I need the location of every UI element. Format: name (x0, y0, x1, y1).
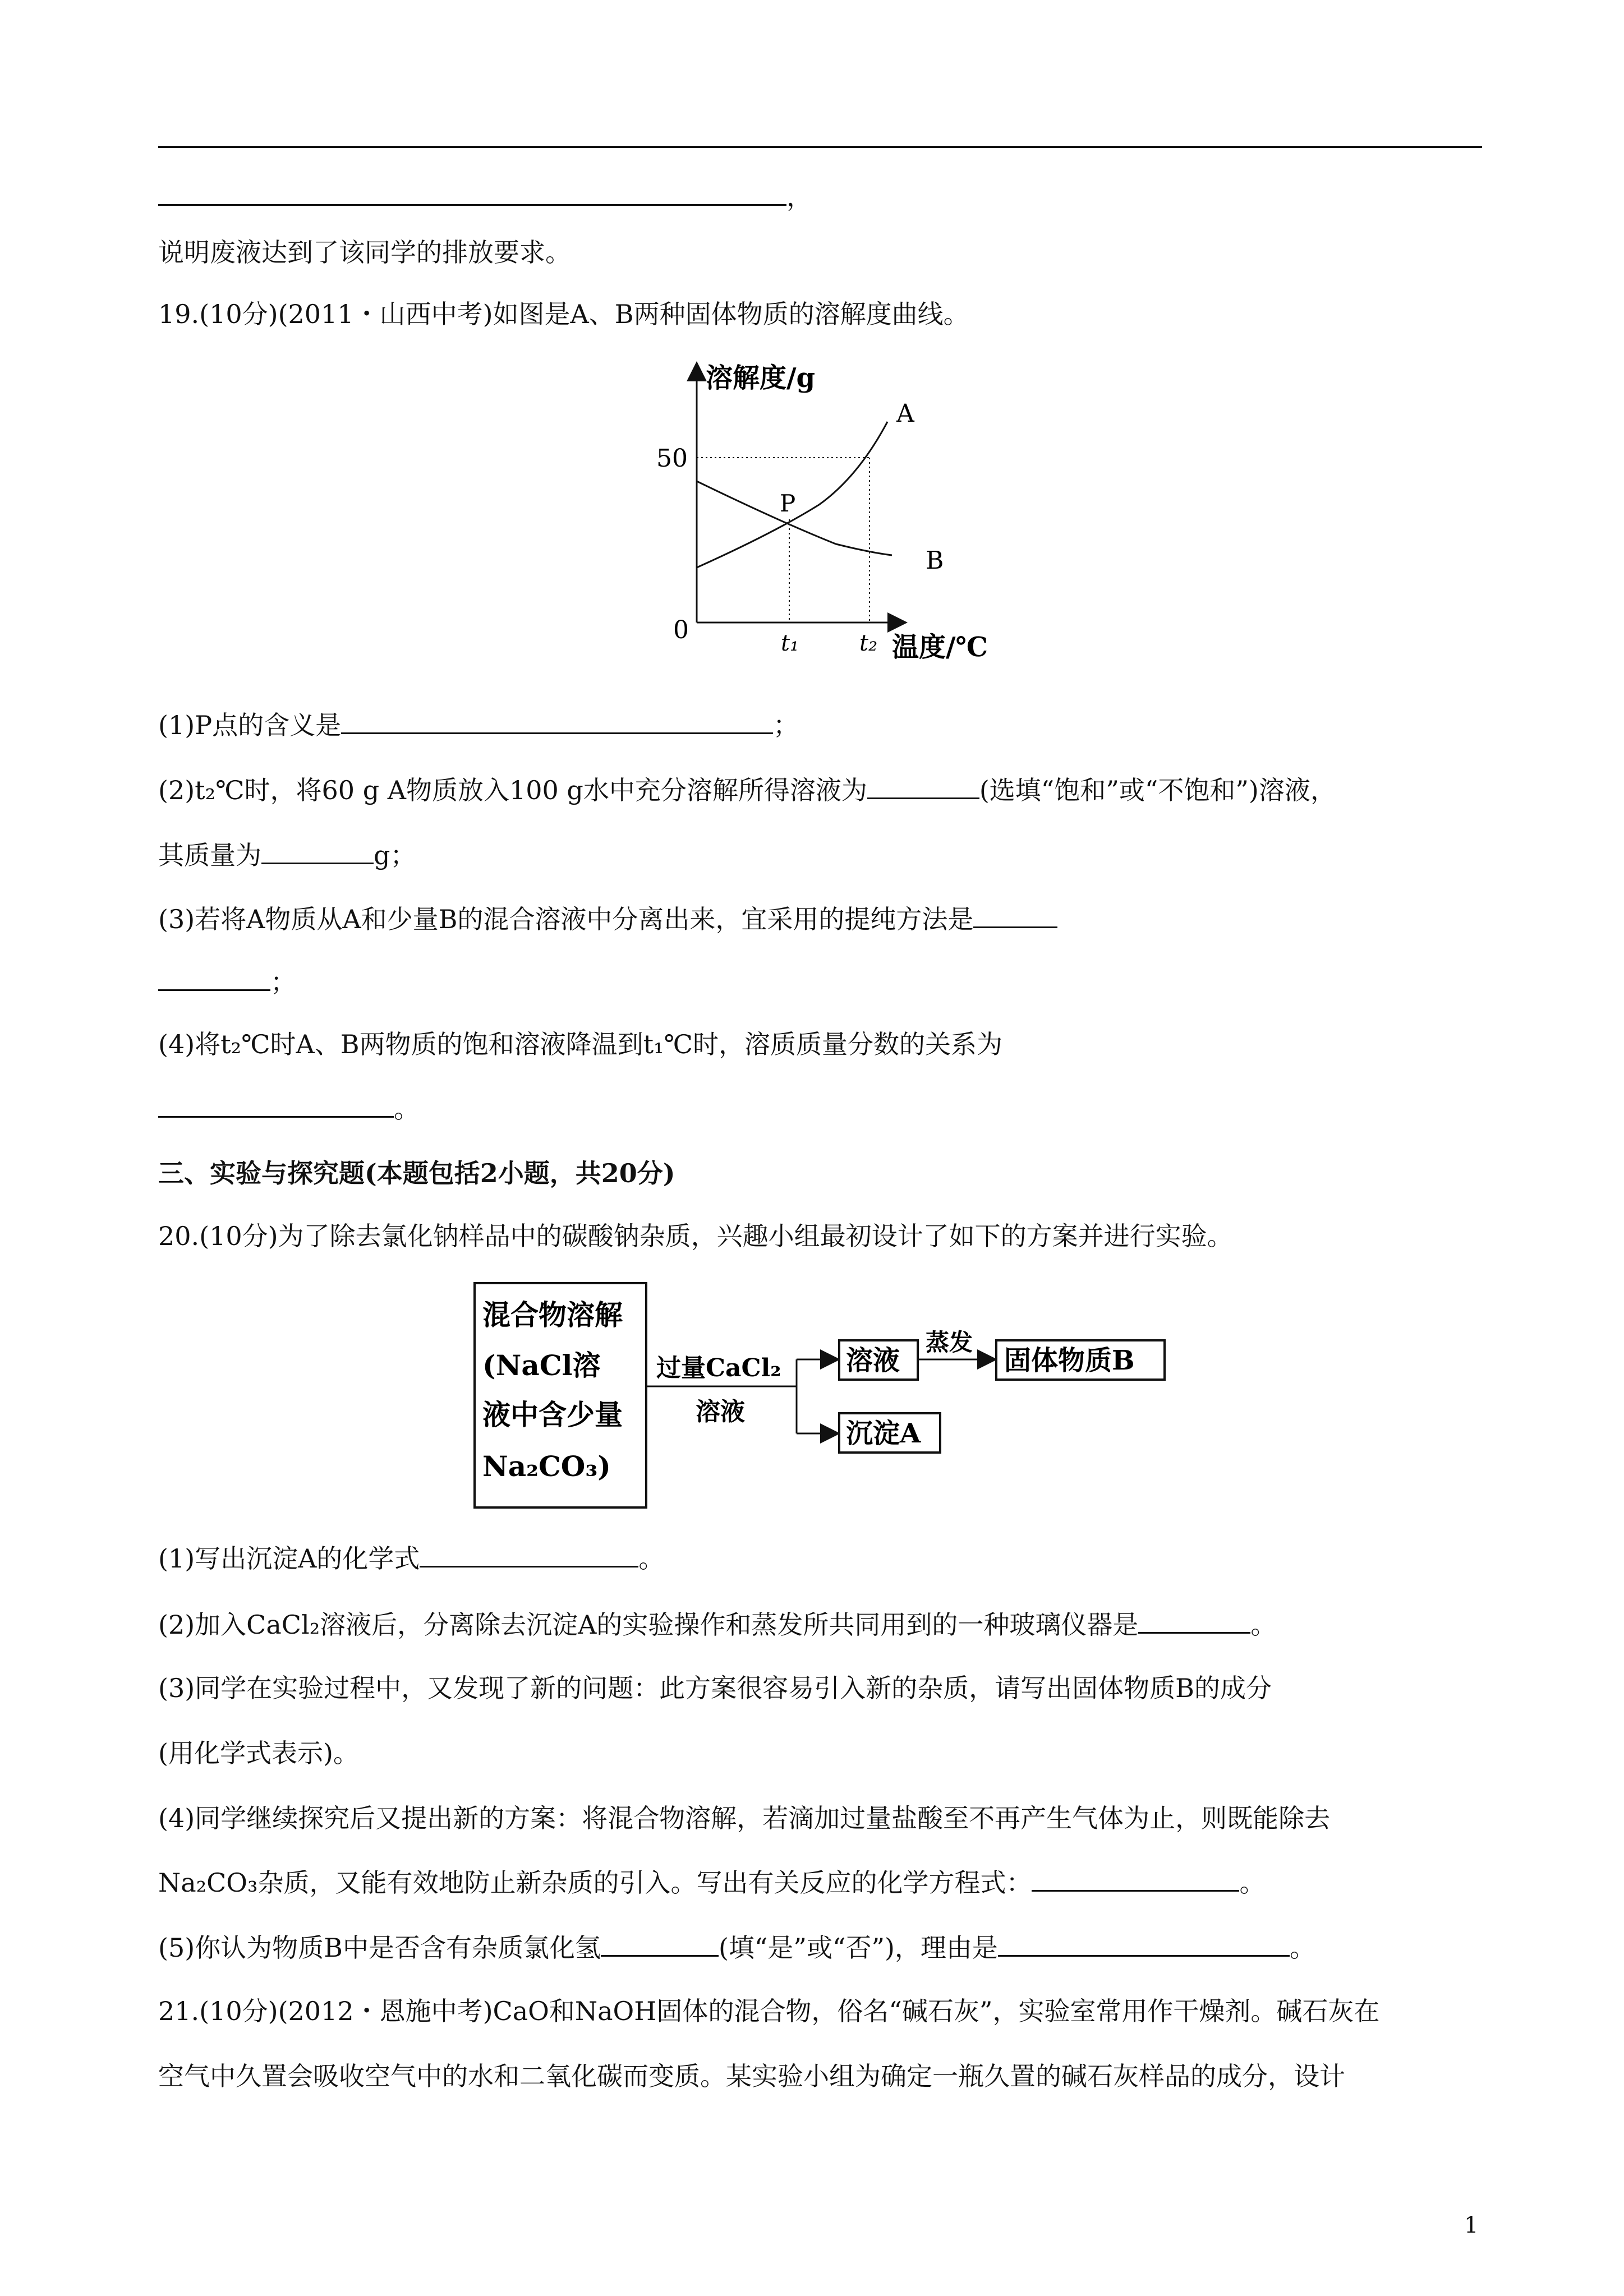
q19-4 (158, 1027, 1002, 1061)
q19-1-text: (1)P点的含义是 (158, 710, 342, 740)
start-line-2: (NaCl溶 (482, 1349, 601, 1382)
q20-1-end: 。 (638, 1543, 665, 1574)
answer-blank[interactable] (158, 965, 270, 991)
answer-blank[interactable] (261, 838, 374, 864)
answer-blank[interactable] (158, 1091, 394, 1118)
x-axis-label: 温度/℃ (892, 631, 988, 663)
q19-2-text2: (选填“饱和”或“不饱和”)溶液， (979, 775, 1336, 805)
answer-blank[interactable] (420, 1541, 638, 1567)
text-line: 说明废液达到了该同学的排放要求。 (158, 237, 571, 268)
q19-4-text: (4)将t₂℃时A、B两物质的饱和溶液降温到t₁℃时，溶质质量分数的关系为 (158, 1029, 1002, 1059)
q19-2 (158, 773, 1336, 807)
q20-4: (4)同学继续探究后又提出新的方案：将混合物溶解，若滴加过量盐酸至不再产生气体为止，则既能除去 (158, 1803, 1331, 1833)
q20-2 (158, 1607, 1276, 1642)
section-3-heading: 三、实验与探究题(本题包括2小题，共20分) (158, 1158, 675, 1188)
answer-line-prev (158, 179, 812, 214)
page-number: 1 (1464, 2212, 1479, 2238)
solution-label: 溶液 (846, 1345, 900, 1376)
q19-1 (158, 708, 799, 742)
q20-3: (3)同学在实验过程中，又发现了新的问题：此方案很容易引入新的杂质，请写出固体物质B的成分 (158, 1673, 1272, 1703)
q19-1-end: ； (773, 710, 799, 740)
q20-3-cont: (用化学式表示)。 (158, 1738, 359, 1768)
q20-2-text: (2)加入CaCl₂溶液后，分离除去沉淀A的实验操作和蒸发所共同用到的一种玻璃仪器是 (158, 1610, 1139, 1640)
question-20-stem: 20.(10分)为了除去氯化钠样品中的碳酸钠杂质，兴趣小组最初设计了如下的方案并进行实验。 (158, 1221, 1233, 1251)
q20-5 (158, 1930, 1315, 1965)
curve-b-label: B (926, 546, 944, 575)
start-line-1: 混合物溶解 (482, 1298, 623, 1331)
q20-2-end: 。 (1250, 1610, 1277, 1640)
q20-5-text: (5)你认为物质B中是否含有杂质氯化氢 (158, 1933, 601, 1963)
q19-4-cont (158, 1091, 420, 1126)
answer-blank[interactable] (1032, 1865, 1239, 1892)
q20-5-end: 。 (1289, 1933, 1315, 1963)
comma: ， (786, 182, 812, 212)
x-tick-t2: t₂ (859, 630, 878, 656)
answer-blank[interactable] (998, 1930, 1290, 1957)
q20-4-cont (158, 1865, 1265, 1899)
question-21-stem: 21.(10分)(2012・恩施中考)CaO和NaOH固体的混合物，俗名“碱石灰”，实验室常用作干燥剂。碱石灰在 (158, 1996, 1380, 2026)
q19-3-cont (158, 965, 296, 999)
answer-blank[interactable] (601, 1930, 719, 1957)
reagent-bottom: 溶液 (696, 1398, 745, 1426)
q19-2-text: (2)t₂℃时，将60 g A物质放入100 g水中充分溶解所得溶液为 (158, 775, 867, 805)
header-rule (158, 146, 1482, 148)
origin-label: 0 (673, 616, 689, 644)
answer-blank[interactable] (867, 773, 979, 799)
q20-1 (158, 1541, 664, 1575)
q20-5-text2: (填“是”或“否”)，理由是 (718, 1933, 998, 1963)
answer-blank[interactable] (973, 902, 1057, 928)
question-19-stem: 19.(10分)(2011・山西中考)如图是A、B两种固体物质的溶解度曲线。 (158, 299, 969, 329)
q19-2-end: g； (374, 840, 416, 870)
solubility-chart (634, 359, 1027, 673)
precipitate-a-label: 沉淀A (846, 1418, 921, 1449)
q19-3-end: ； (270, 967, 296, 997)
q19-3 (158, 902, 1057, 936)
q20-4-end: 。 (1239, 1868, 1266, 1898)
solid-b-label: 固体物质B (1004, 1345, 1135, 1376)
start-line-4: Na₂CO₃) (482, 1450, 611, 1483)
flow-diagram (471, 1280, 1178, 1515)
point-p-label: P (780, 490, 796, 517)
question-21-cont: 空气中久置会吸收空气中的水和二氧化碳而变质。某实验小组为确定一瓶久置的碱石灰样品的成分，设计 (158, 2061, 1345, 2091)
answer-blank[interactable] (341, 708, 773, 734)
curve-a-label: A (896, 399, 914, 428)
reagent-top: 过量CaCl₂ (656, 1354, 781, 1382)
q20-4-text: Na₂CO₃杂质，又能有效地防止新杂质的引入。写出有关反应的化学方程式： (158, 1868, 1032, 1898)
q19-4-end: 。 (394, 1094, 420, 1124)
answer-blank[interactable] (1138, 1607, 1250, 1634)
q19-3-text: (3)若将A物质从A和少量B的混合溶液中分离出来，宜采用的提纯方法是 (158, 904, 974, 934)
y-axis-label: 溶解度/g (706, 362, 816, 394)
evaporate-label: 蒸发 (926, 1329, 973, 1356)
y-tick-50: 50 (656, 444, 688, 473)
q19-2-cont (158, 838, 416, 872)
q19-2-text3: 其质量为 (158, 840, 261, 870)
start-line-3: 液中含少量 (482, 1398, 623, 1431)
answer-blank[interactable] (158, 179, 786, 206)
q20-1-text: (1)写出沉淀A的化学式 (158, 1543, 420, 1574)
x-tick-t1: t₁ (781, 630, 799, 656)
